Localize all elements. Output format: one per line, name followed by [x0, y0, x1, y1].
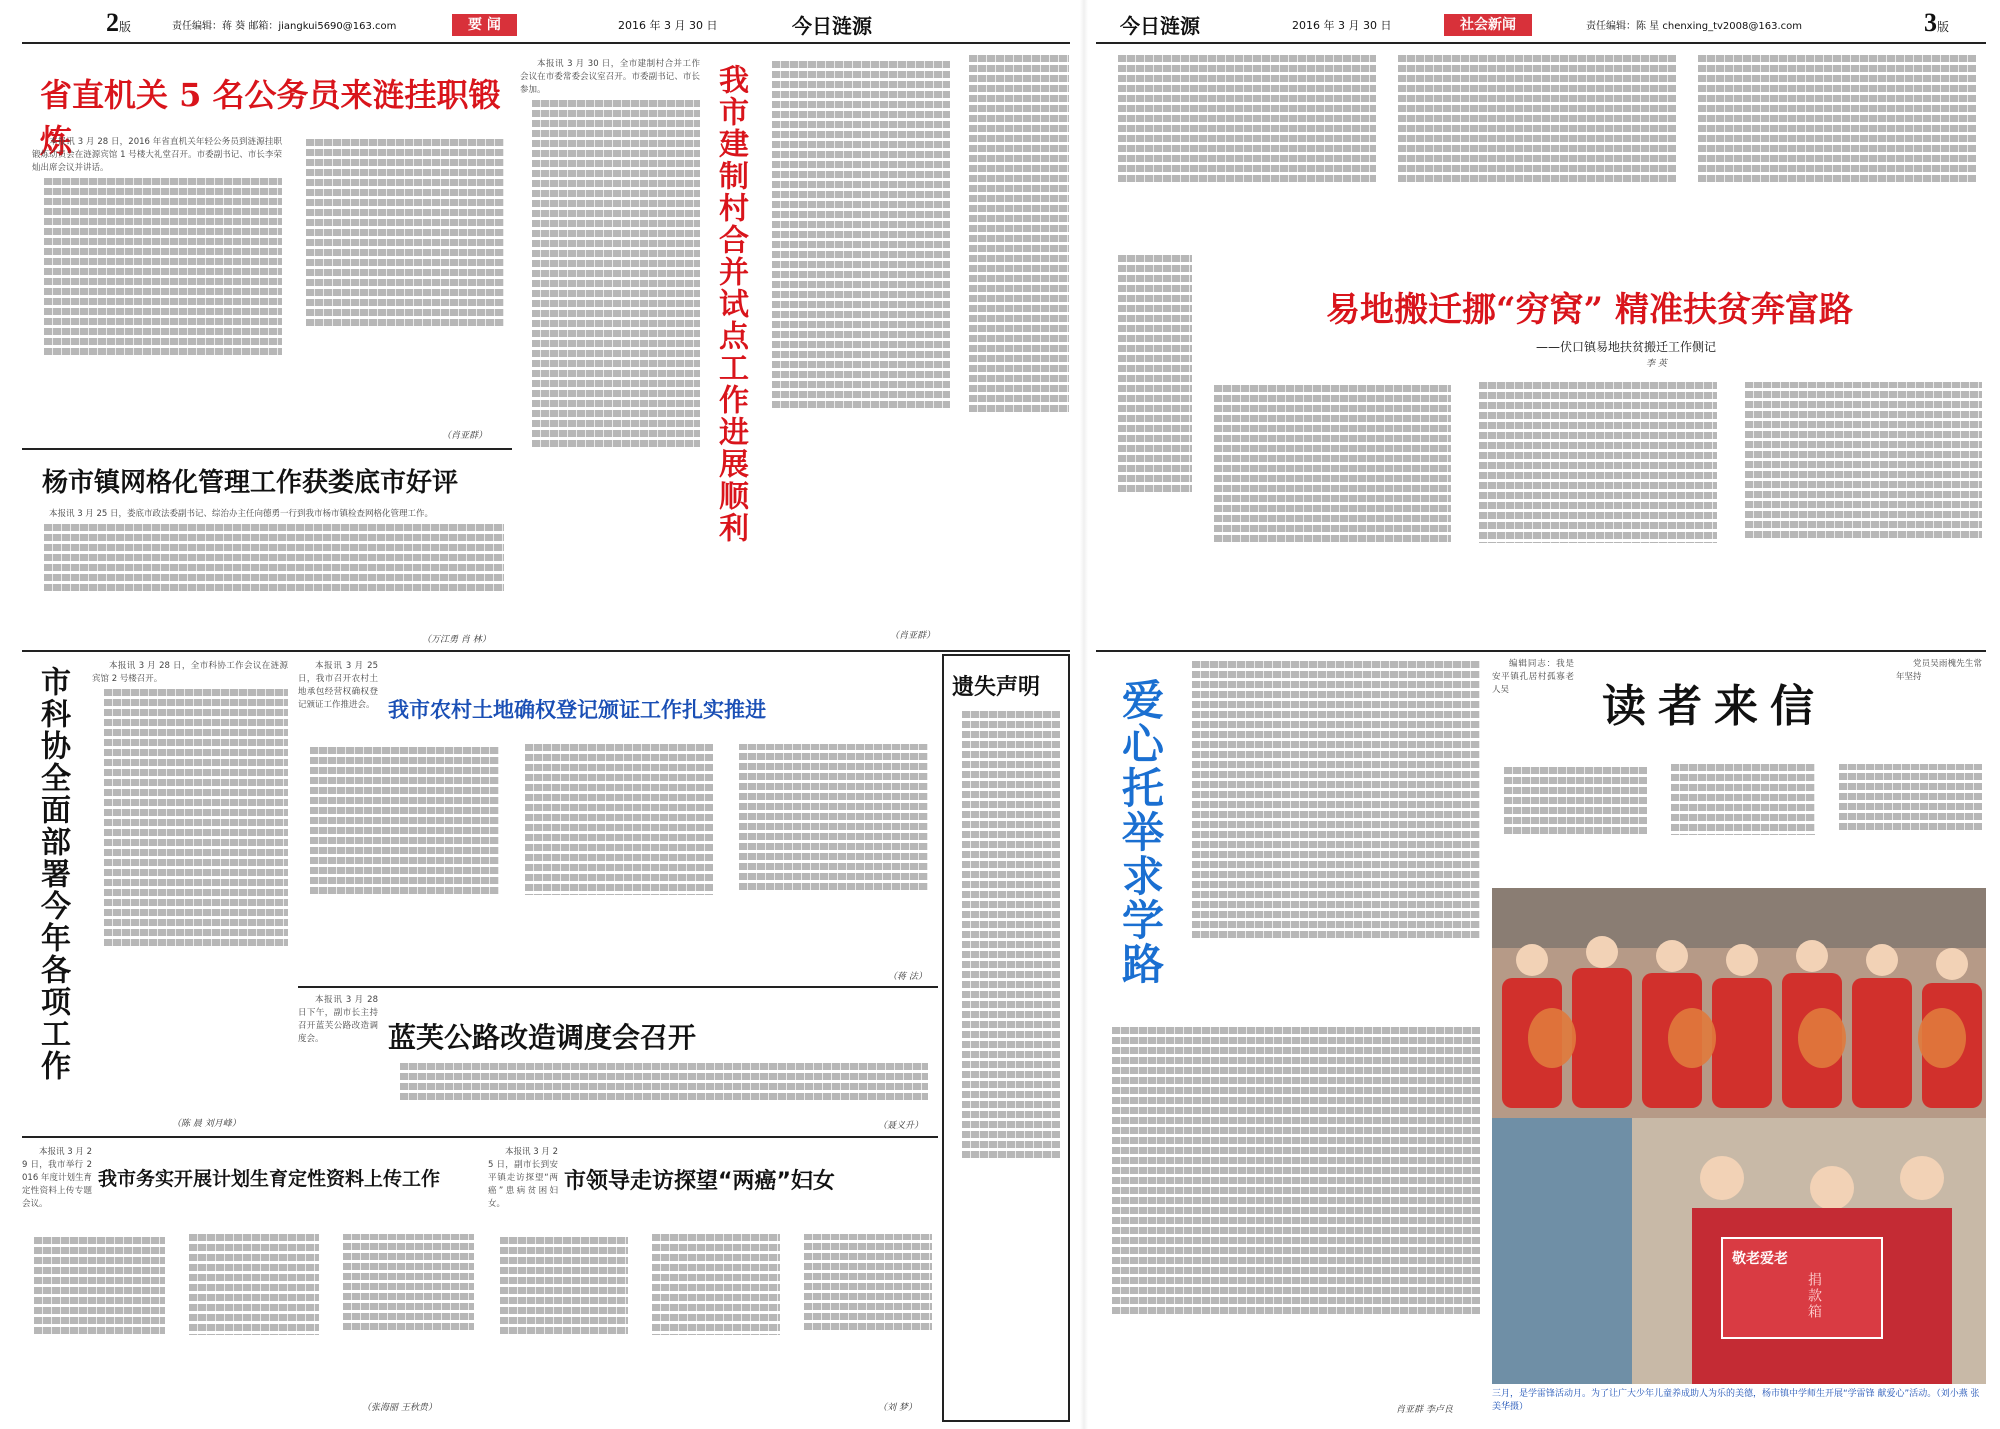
article-body: [298, 744, 928, 974]
notice-title: 遗失声明: [952, 675, 1041, 700]
photo-caption: 三月，是学雷锋活动月。为了让广大少年儿童养成助人为乐的美德，杨市镇中学师生开展“学雷锋 献爱心”活动。（刘小燕 张美华摄）: [1492, 1389, 1980, 1412]
letter-side-left: 编辑同志：我是安平镇孔居村孤寡老人吴: [1492, 659, 1574, 695]
article-cancer-visit: [488, 1138, 938, 1418]
byline: （聂义升）: [878, 1121, 924, 1131]
article-body-col2: [294, 136, 504, 426]
byline: （张海丽 王秋贵）: [362, 1403, 437, 1413]
page-header: [22, 8, 1070, 44]
editor-credit: 责任编辑：陈 星 chenxing_tv2008@163.com: [1586, 21, 1802, 32]
article-grid-management: [22, 452, 512, 648]
donation-box-sublabel: 捐款箱: [1806, 1272, 1822, 1320]
byline: （刘 梦）: [878, 1403, 917, 1413]
section-label: 要 闻: [452, 14, 517, 36]
article-lead: 本报讯 3 月 29 日，我市举行 2016 年度计划生育定性资料上传专题会议。: [22, 1147, 92, 1209]
notice-body: [950, 708, 1060, 1408]
issue-date: 2016 年 3 月 30 日: [1292, 19, 1392, 32]
photo-illustration: [1492, 888, 1986, 1384]
section-title: 读者来信: [1602, 681, 1826, 732]
article-body: [1106, 252, 1192, 648]
article-body: [488, 1234, 932, 1400]
page-number: 2版: [106, 8, 132, 37]
article-village-merger: [520, 48, 952, 648]
article-science-association: [22, 654, 292, 1134]
editor-credit: 责任编辑：蒋 葵 邮箱：jiangkui5690@163.com: [172, 21, 397, 32]
headline: 杨市镇网格化管理工作获娄底市好评: [42, 468, 459, 498]
vertical-headline: 市科协全面部署今年各项工作: [35, 666, 70, 1082]
article-body: 本报讯 3 月 30 日，全市建制村合并工作会议在市委常委会议室召开。市委副书记、市长参加。: [520, 58, 700, 648]
article-road-meeting: [298, 988, 938, 1134]
byline: （蒋 法）: [888, 972, 927, 982]
headline: 蓝芙公路改造调度会召开: [388, 1021, 697, 1054]
article-body: [22, 1234, 474, 1400]
article-family-planning: [22, 1138, 482, 1418]
article-continuation-column: [957, 52, 1069, 648]
page-header: [1096, 8, 1986, 44]
newspaper-page-3: [1096, 8, 1986, 1418]
byline: 肖亚群 李卢良: [1396, 1405, 1453, 1415]
masthead-brand: 今日涟源: [792, 14, 872, 38]
divider: [1096, 650, 1986, 652]
divider: [22, 448, 512, 450]
issue-date: 2016 年 3 月 30 日: [618, 19, 718, 32]
article-lead: 本报讯 3 月 25 日，副市长到安平镇走访探望“两癌”患病贫困妇女。: [488, 1147, 558, 1209]
vertical-headline: 爱心托举求学路: [1116, 678, 1165, 986]
article-body: [1106, 52, 1376, 252]
byline: （陈 晨 刘月峰）: [172, 1119, 241, 1129]
vertical-headline: 我市建制村合并试点工作进展顺利: [713, 64, 748, 544]
headline: 我市农村土地确权登记颁证工作扎实推进: [388, 697, 766, 722]
headline: 市领导走访探望“两癌”妇女: [564, 1169, 835, 1194]
article-cadre-exchange: [22, 48, 512, 446]
reader-letters: [1492, 654, 1986, 884]
article-charity-education: [1096, 654, 1486, 1418]
article-body: 本报讯 3 月 28 日，2016 年省直机关年轻公务员到涟源挂职锻炼动员会在涟源宾馆 1 号楼大礼堂召开。市委副书记、市长李荣灿出席会议并讲话。: [32, 136, 282, 426]
headline: 易地搬迁挪“穷窝” 精准扶贫奔富路: [1326, 290, 1853, 330]
lost-notice-box: [942, 654, 1070, 1422]
article-body-lower: [1100, 1024, 1480, 1400]
byline: 李 英: [1646, 359, 1667, 369]
letter-side-right: 党员吴雨槐先生常年坚持: [1896, 659, 1982, 682]
byline: （万江勇 肖 林）: [422, 635, 491, 645]
article-relocation: [1196, 252, 1986, 382]
article-body: [1386, 52, 1676, 252]
headline: 我市务实开展计划生育定性资料上传工作: [98, 1168, 441, 1190]
byline: （肖亚群）: [442, 431, 488, 441]
divider: [22, 650, 1070, 652]
page-fold: [1080, 0, 1088, 1429]
subtitle: ——伏口镇易地扶贫搬迁工作侧记: [1536, 340, 1717, 354]
letter-body: [1492, 764, 1982, 880]
page-number: 3版: [1924, 8, 1950, 37]
newspaper-page-2: [22, 8, 1070, 1418]
section-label: 社会新闻: [1444, 14, 1532, 36]
article-lead: 本报讯 3 月 28 日下午，副市长主持召开蓝芙公路改造调度会。: [298, 995, 378, 1044]
headline: 省直机关 5 名公务员来涟挂职锻炼: [40, 76, 501, 160]
article-body: [1686, 52, 1976, 252]
byline: （肖亚群）: [890, 631, 936, 641]
article-body: [1202, 382, 1982, 648]
article-lead: 本报讯 3 月 25 日，我市召开农村土地承包经营权确权登记颁证工作推进会。: [298, 661, 378, 710]
article-land-rights: [298, 654, 938, 984]
article-body-col2: [760, 58, 950, 648]
article-body: 本报讯 3 月 28 日，全市科协工作会议在涟源宾馆 2 号楼召开。: [92, 660, 288, 1110]
donation-box-label: 敬老爱老: [1732, 1251, 1788, 1267]
article-body: [388, 1060, 928, 1122]
masthead-brand: 今日涟源: [1120, 14, 1200, 38]
news-photo: [1492, 888, 1986, 1384]
article-body: 本报讯 3 月 25 日，娄底市政法委副书记、综治办主任向德勇一行到我市杨市镇检查网格化管理工作。: [32, 508, 504, 634]
article-body: [1180, 658, 1480, 1018]
